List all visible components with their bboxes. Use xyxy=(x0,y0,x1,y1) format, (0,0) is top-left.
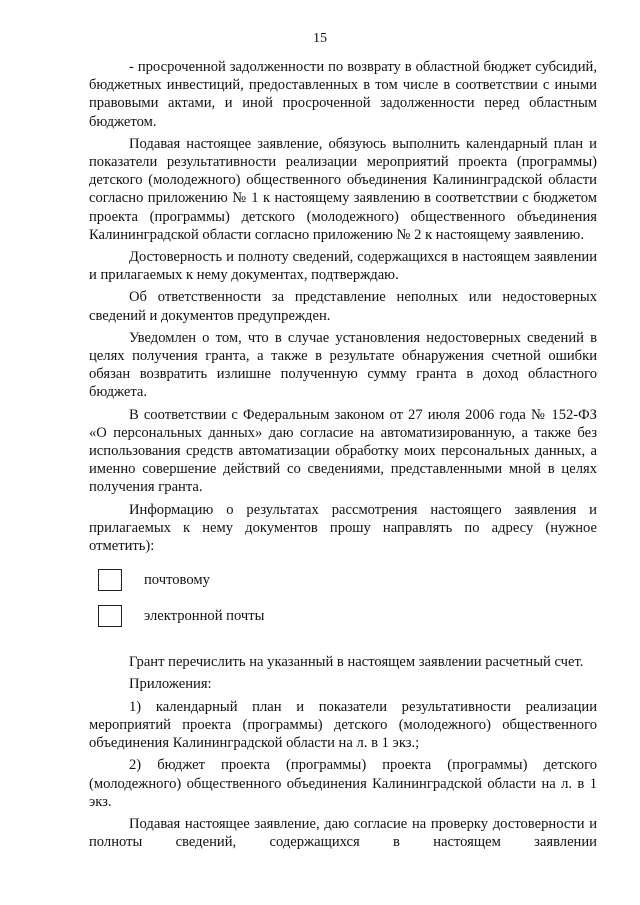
option-email xyxy=(89,605,597,627)
document-body xyxy=(89,58,597,851)
option-postal xyxy=(89,569,597,591)
paragraph-personal-data-consent: В соответствии с Федеральным законом от 27 июля 2006 года № 152-ФЗ «О персональных данных» даю согласие на автоматизированную, а также без использования средств автоматизации обработку моих персональных данных, а именно совершение действий со сведениями, представленными мной в целях получения гранта. xyxy=(89,406,597,496)
paragraph-responsibility: Об ответственности за представление неполных или недостоверных сведений и документов предупрежден. xyxy=(89,289,597,324)
postal-checkbox[interactable] xyxy=(98,569,122,591)
paragraph-results-delivery: Информацию о результатах рассмотрения настоящего заявления и прилагаемых к нему документов прошу направлять по адресу (нужное отметить): xyxy=(89,501,597,555)
email-checkbox[interactable] xyxy=(98,605,122,627)
attachment-1: 1) календарный план и показатели результативности реализации мероприятий проекта (программы) детского (молодежного) общественного объединения Калининградской области на л. в 1 экз.; xyxy=(89,698,597,752)
paragraph-verification-consent: Подавая настоящее заявление, даю согласие на проверку достоверности и полноты сведений, содержащихся в настоящем заявлении xyxy=(89,815,597,851)
postal-label: почтовому xyxy=(144,572,210,589)
email-label: электронной почты xyxy=(144,608,265,625)
attachments-heading: Приложения: xyxy=(129,676,212,693)
paragraph-grant-transfer: Грант перечислить на указанный в настоящем заявлении расчетный счет. xyxy=(129,654,584,671)
paragraph-accuracy: Достоверность и полноту сведений, содержащихся в настоящем заявлении и прилагаемых к нему документах, подтверждаю. xyxy=(89,249,597,284)
page-number: 15 xyxy=(313,31,327,46)
paragraph-obligation: Подавая настоящее заявление, обязуюсь выполнить календарный план и показатели результативности реализации мероприятий проекта (программы) детского (молодежного) общественного объединения Калининградской области согласно приложению № 1 к настоящему заявлению в соответствии с бюджетом проекта (программы) детского (молодежного) общественного объединения Калининградской области согласно приложению № 2 к настоящему заявлению. xyxy=(89,135,597,243)
attachment-2: 2) бюджет проекта (программы) проекта (программы) детского (молодежного) общественного объединения Калининградской области на л. в 1 экз. xyxy=(89,757,597,810)
paragraph-notified: Уведомлен о том, что в случае установления недостоверных сведений в целях получения гранта, а также в результате обнаружения счетной ошибки обязан возвратить излишне полученную сумму гранта в доход областного бюджета. xyxy=(89,329,597,401)
delivery-options xyxy=(89,569,597,627)
paragraph-overdue-debt: - просроченной задолженности по возврату в областной бюджет субсидий, бюджетных инвестиций, предоставленных в том числе в соответствии с иными правовыми актами, и иной просроченной задолженности перед областным бюджетом. xyxy=(89,59,597,130)
